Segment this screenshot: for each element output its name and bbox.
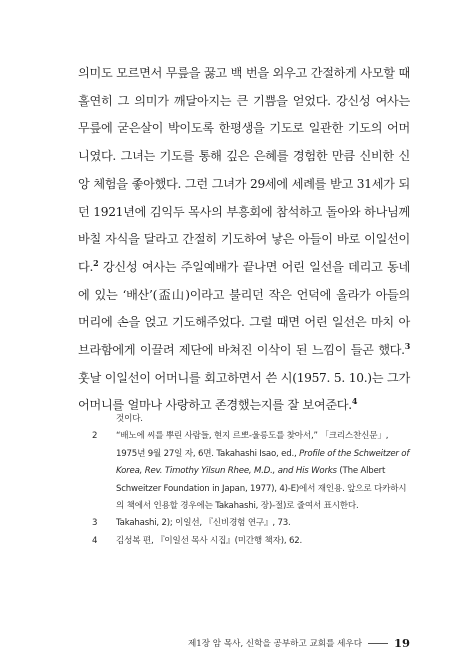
- body-text-2: 강신성 여사는 주일예배가 끝나면 어린 일선을 데리고 동네에 있는 ‘배산’(盃山)이라고 불리던 작은 언덕에 올라가 아들의 머리에 손을 얹고 기도해주었다. 그럴 때면 어린 일선은 마치 아브라함에게 이끌려 제단에 바쳐진 이삭이 된 느낌이 들곤 했다.: [78, 259, 410, 358]
- footnote-number: 2: [92, 431, 98, 442]
- footnote-ref-4[interactable]: 4: [351, 396, 358, 407]
- footnote-text: “배노에 씨를 뿌린 사람들, 현지 르뽀-울릉도를 찾아서,” 「크리스찬신문」, 1975년 9월 27일 자, 6면. Takahashi Isao, ed.,: [116, 431, 389, 459]
- footnote-2: [92, 428, 410, 515]
- footnote-ref-2[interactable]: 2: [93, 257, 99, 268]
- footnote-text: (The Albert Schweitzer Foundation in Japan, 1977), 4)-E)에서 재인용. 앞으로 다카하시의 책에서 인용할 경우에는 Takahashi, 장)-절)로 줄여서 표시한다.: [116, 466, 407, 512]
- footnote-ref-3[interactable]: 3: [404, 340, 410, 351]
- running-title: 제1장 암 목사, 신학을 공부하고 교회를 세우다: [188, 639, 363, 649]
- footnote-number: 4: [92, 535, 98, 546]
- body-text-3: 훗날 이일선이 어머니를 회고하면서 쓴 시(1957. 5. 10.)는 그가 어머니를 얼마나 사랑하고 존경했는지를 잘 보여준다.: [78, 370, 410, 413]
- body-text-1: 의미도 모르면서 무릎을 꿇고 백 번을 외우고 간절하게 사모할 때 홀연히 그 의미가 깨달아지는 큰 기쁨을 얻었다. 강신성 여사는 무릎에 굳은살이 박이도록 한평생을 기도로 일관한 기도의 어머니였다. 그녀는 기도를 통해 깊은 은혜를 경험한 만큼 신비한 신앙 체험을 좋아했다. 그런 그녀가 29세에 세례를 받고 31세가 되던 1921년에 김익두 목사의 부흥회에 참석하고 돌아와 하나님께 바칠 자식을 달라고 간절히 기도하여 낳은 아들이 바로 이일선이다.: [78, 66, 410, 274]
- body-paragraph: [78, 60, 410, 420]
- page-number: 19: [393, 636, 410, 650]
- footnote-3: [92, 515, 410, 532]
- footnotes: [92, 411, 410, 550]
- footnote-book-title: Profile of the Schweitzer of Korea, Rev. Timothy Yilsun Rhee, M.D., and His Works: [116, 448, 410, 477]
- footnote-text: 김성복 편, 『이일선 목사 시집』(미간행 책자), 62.: [116, 535, 303, 546]
- page-footer: [188, 636, 410, 650]
- footer-rule: [368, 643, 388, 644]
- footnote-number: 3: [92, 518, 98, 529]
- footnote-text: Takahashi, 2); 이일선, 『신비경험 연구』, 73.: [116, 518, 291, 529]
- footnote-4: [92, 533, 410, 550]
- footnote-continuation: 것이다.: [116, 414, 143, 424]
